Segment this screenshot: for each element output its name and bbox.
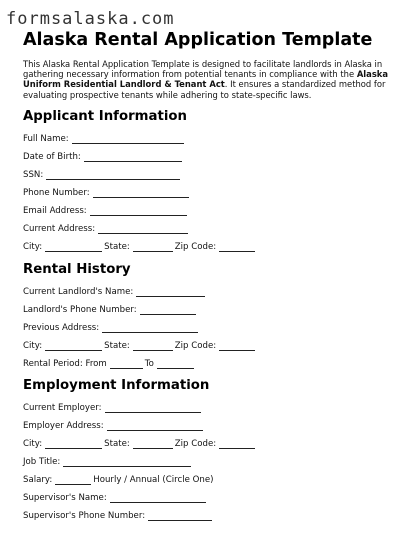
employer-field[interactable] bbox=[105, 404, 201, 413]
zip-label: Zip Code: bbox=[174, 242, 217, 252]
state-field[interactable] bbox=[133, 243, 173, 252]
zip-field[interactable] bbox=[219, 243, 255, 252]
period-from-field[interactable] bbox=[110, 360, 143, 369]
intro-paragraph bbox=[23, 59, 395, 100]
prev-address-label: Previous Address: bbox=[23, 323, 100, 333]
landlord-phone-label: Landlord's Phone Number: bbox=[23, 305, 137, 315]
period-from-label: Rental Period: From bbox=[23, 359, 107, 369]
job-title-field[interactable] bbox=[63, 458, 191, 467]
row-landlord-phone bbox=[23, 305, 198, 315]
salary-label: Salary: bbox=[23, 475, 53, 485]
row-dob bbox=[23, 152, 184, 162]
ssn-field[interactable] bbox=[46, 171, 180, 180]
period-to-label: To bbox=[144, 359, 154, 369]
landlord-phone-field[interactable] bbox=[140, 306, 196, 315]
salary-field[interactable] bbox=[55, 476, 91, 485]
row-rental-city-state-zip bbox=[23, 341, 257, 351]
section-heading-employment: Employment Information bbox=[23, 378, 210, 393]
row-employment-city-state-zip bbox=[23, 439, 257, 449]
row-prev-address bbox=[23, 323, 200, 333]
rental-state-label: State: bbox=[104, 341, 130, 351]
row-salary bbox=[23, 475, 213, 485]
employer-label: Current Employer: bbox=[23, 403, 102, 413]
job-title-label: Job Title: bbox=[23, 457, 61, 467]
city-field[interactable] bbox=[45, 243, 102, 252]
dob-label: Date of Birth: bbox=[23, 152, 81, 162]
row-landlord bbox=[23, 287, 207, 297]
document-title: Alaska Rental Application Template bbox=[23, 30, 373, 50]
full-name-field[interactable] bbox=[72, 135, 184, 144]
state-label: State: bbox=[104, 242, 130, 252]
employment-state-field[interactable] bbox=[133, 440, 173, 449]
salary-choice-label: Hourly / Annual (Circle One) bbox=[93, 475, 214, 485]
row-employer-address bbox=[23, 421, 205, 431]
row-phone bbox=[23, 188, 191, 198]
phone-label: Phone Number: bbox=[23, 188, 90, 198]
row-address bbox=[23, 224, 190, 234]
row-ssn bbox=[23, 170, 182, 180]
row-city-state-zip bbox=[23, 242, 257, 252]
section-heading-applicant: Applicant Information bbox=[23, 109, 187, 124]
supervisor-phone-label: Supervisor's Phone Number: bbox=[23, 511, 146, 521]
rental-zip-label: Zip Code: bbox=[174, 341, 217, 351]
employment-state-label: State: bbox=[104, 439, 130, 449]
rental-state-field[interactable] bbox=[133, 342, 173, 351]
period-to-field[interactable] bbox=[157, 360, 194, 369]
intro-text-2: . It ensures a standardized method for evaluating prospective tenants while adhering to state-specific laws. bbox=[23, 79, 386, 100]
landlord-field[interactable] bbox=[136, 288, 205, 297]
rental-city-label: City: bbox=[23, 341, 43, 351]
phone-field[interactable] bbox=[93, 189, 189, 198]
supervisor-label: Supervisor's Name: bbox=[23, 493, 107, 503]
row-supervisor bbox=[23, 493, 208, 503]
email-field[interactable] bbox=[90, 207, 187, 216]
employment-zip-field[interactable] bbox=[219, 440, 255, 449]
ssn-label: SSN: bbox=[23, 170, 44, 180]
row-supervisor-phone bbox=[23, 511, 214, 521]
employment-city-field[interactable] bbox=[45, 440, 102, 449]
employer-address-field[interactable] bbox=[107, 422, 203, 431]
prev-address-field[interactable] bbox=[102, 324, 198, 333]
city-label: City: bbox=[23, 242, 43, 252]
row-email bbox=[23, 206, 189, 216]
rental-city-field[interactable] bbox=[45, 342, 102, 351]
employment-zip-label: Zip Code: bbox=[174, 439, 217, 449]
dob-field[interactable] bbox=[84, 153, 182, 162]
employer-address-label: Employer Address: bbox=[23, 421, 104, 431]
intro-text-1: This Alaska Rental Application Template is designed to facilitate landlords in Alaska in gathering necessary information from potential tenants in compliance with the bbox=[23, 59, 383, 80]
full-name-label: Full Name: bbox=[23, 134, 69, 144]
email-label: Email Address: bbox=[23, 206, 87, 216]
supervisor-field[interactable] bbox=[110, 494, 206, 503]
row-full-name bbox=[23, 134, 186, 144]
section-heading-rental: Rental History bbox=[23, 262, 131, 277]
landlord-label: Current Landlord's Name: bbox=[23, 287, 134, 297]
address-label: Current Address: bbox=[23, 224, 96, 234]
rental-zip-field[interactable] bbox=[219, 342, 255, 351]
employment-city-label: City: bbox=[23, 439, 43, 449]
row-job-title bbox=[23, 457, 193, 467]
supervisor-phone-field[interactable] bbox=[148, 512, 212, 521]
site-watermark: formsalaska.com bbox=[6, 9, 175, 29]
row-employer bbox=[23, 403, 203, 413]
row-rental-period bbox=[23, 359, 196, 369]
intro-act-name: Alaska Uniform Residential Landlord & Tenant Act bbox=[23, 69, 389, 90]
address-field[interactable] bbox=[98, 225, 188, 234]
